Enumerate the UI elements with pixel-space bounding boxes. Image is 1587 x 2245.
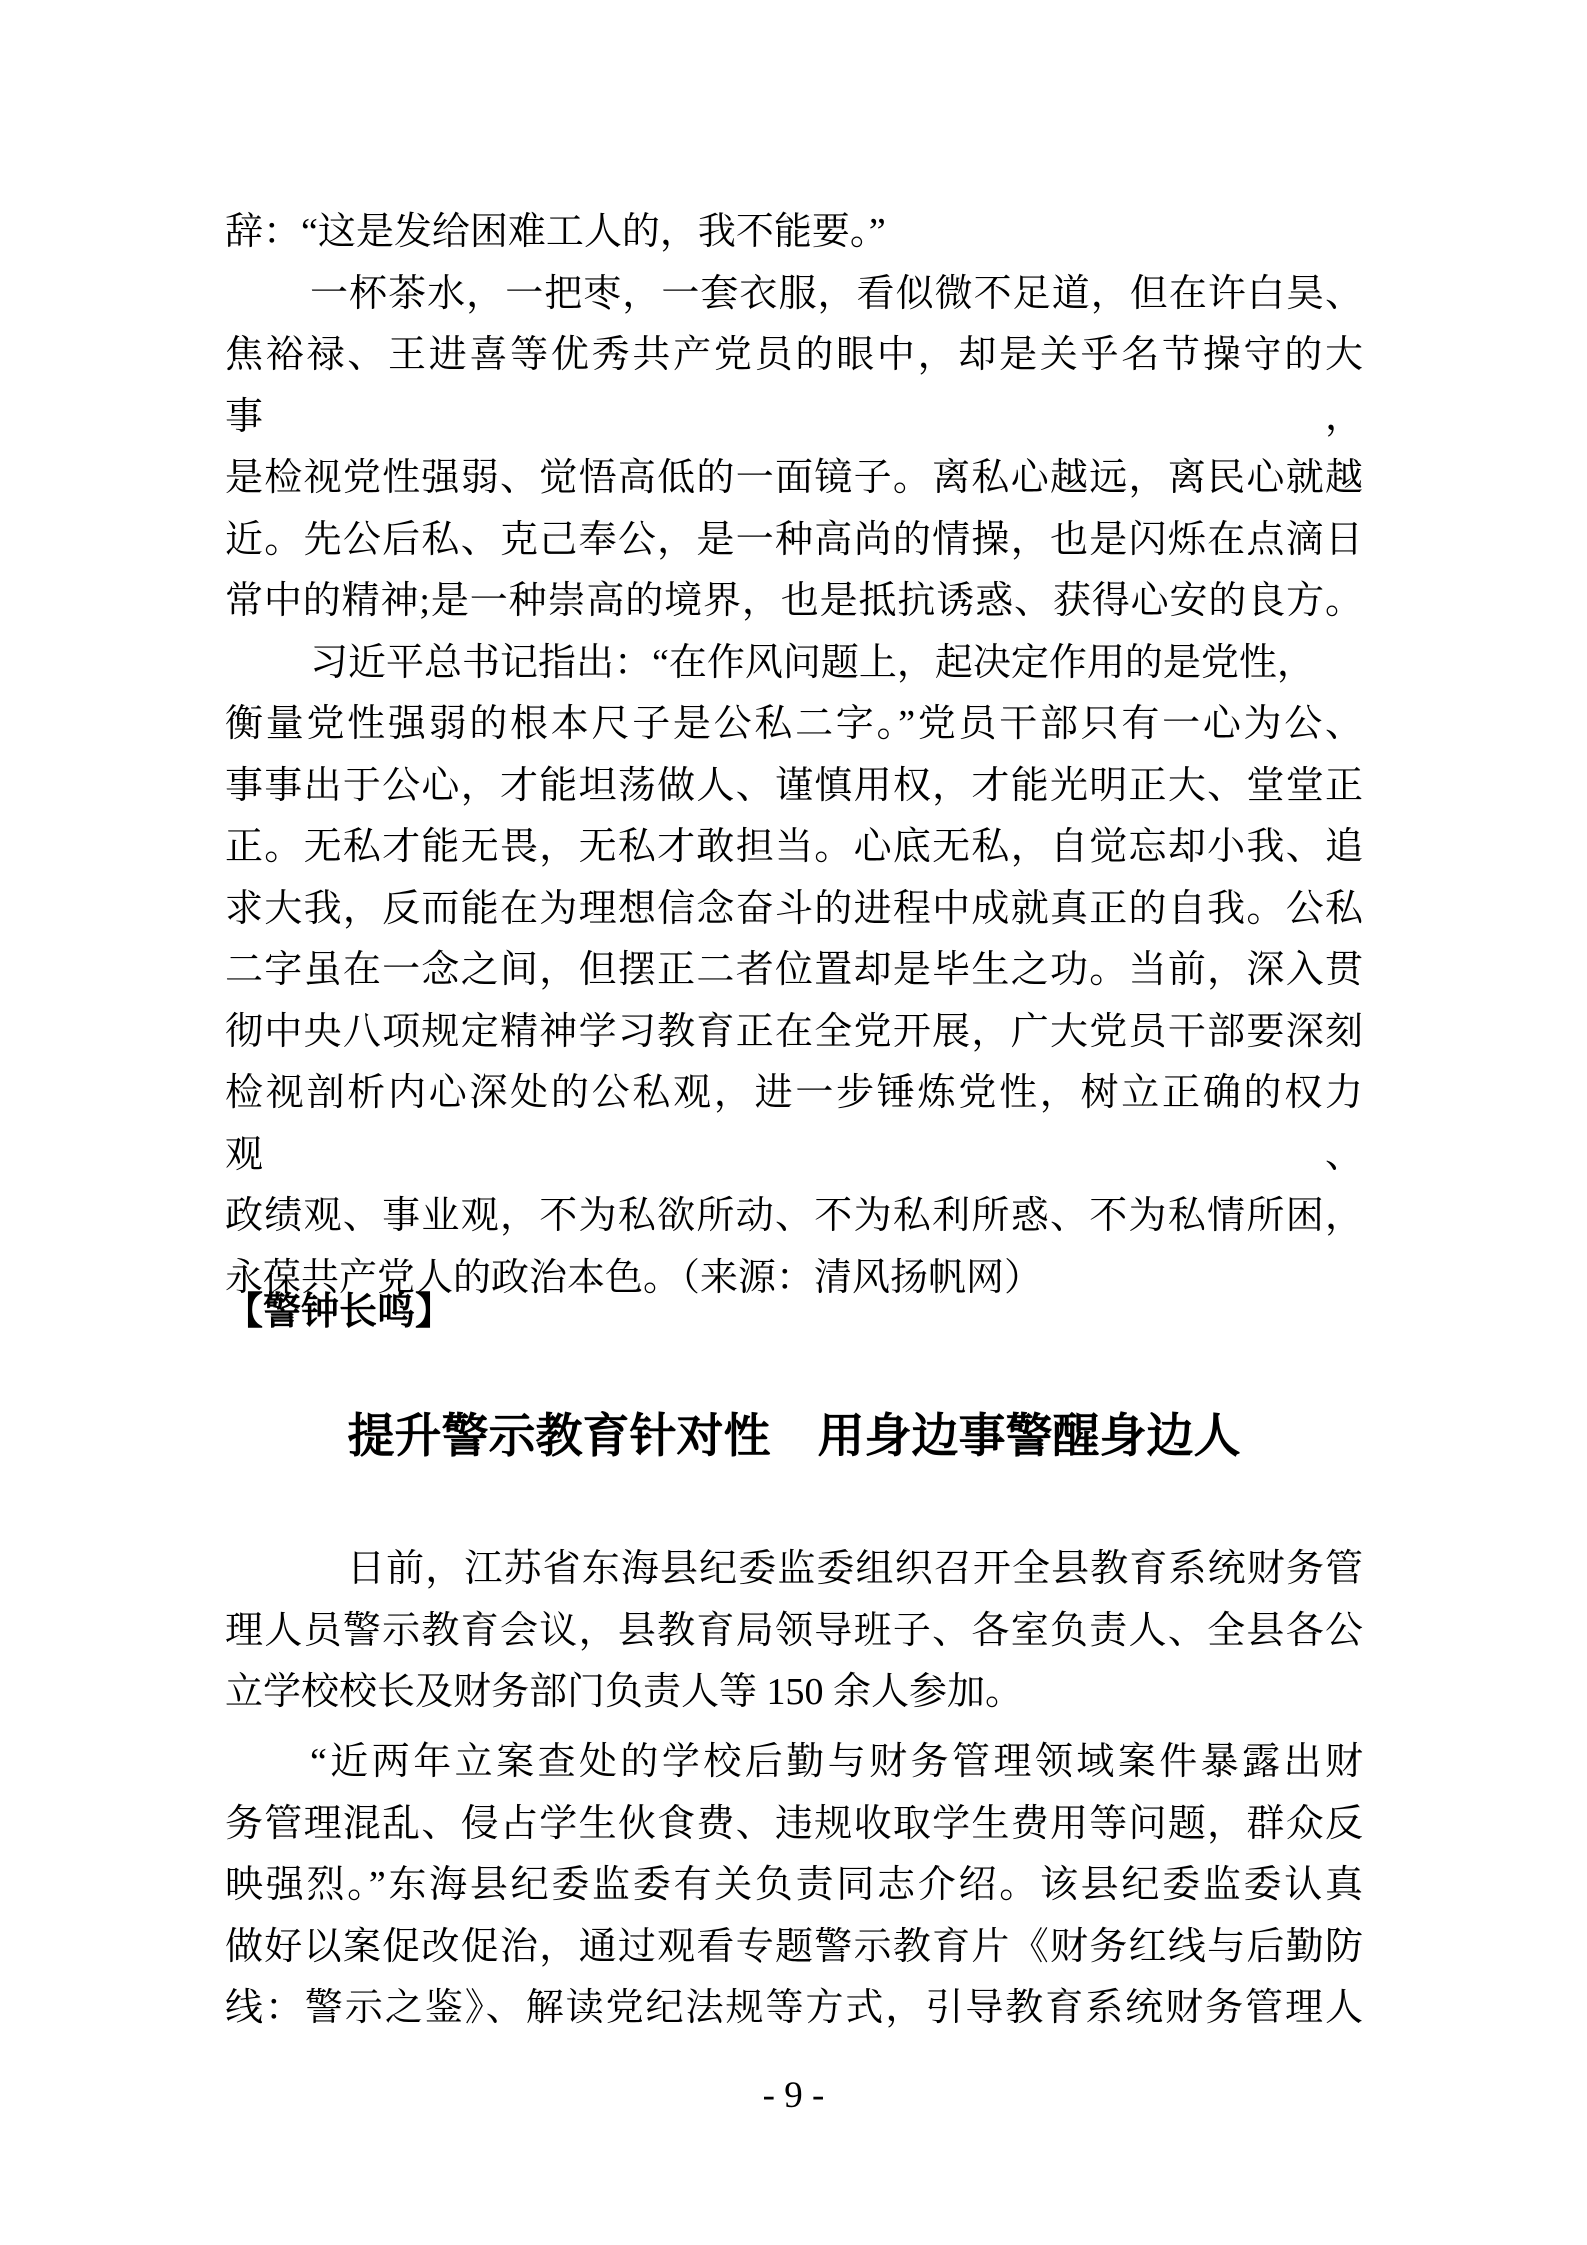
body-line: 常中的精神;是一种崇高的境界，也是抵抗诱惑、获得心安的良方。 [225, 580, 1363, 622]
section-label: 【警钟长鸣】 [225, 1291, 454, 1333]
body-line: 做好以案促改促治，通过观看专题警示教育片《财务红线与后勤防 [225, 1925, 1363, 1968]
body-line: 一杯茶水，一把枣，一套衣服，看似微不足道，但在许白昊、 [310, 272, 1363, 315]
body-line: 正。无私才能无畏，无私才敢担当。心底无私，自觉忘却小我、追 [225, 826, 1363, 868]
body-line: 是检视党性强弱、觉悟高低的一面镜子。离私心越远，离民心就越 [225, 457, 1363, 499]
body-line: 检视剖析内心深处的公私观，进一步锤炼党性，树立正确的权力观、 [225, 1072, 1363, 1176]
body-line: 永葆共产党人的政治本色。（来源：清风扬帆网） [225, 1256, 1043, 1299]
body-line: 二字虽在一念之间，但摆正二者位置却是毕生之功。当前，深入贯 [225, 949, 1363, 991]
section-header [225, 1282, 1363, 1344]
body-line: 映强烈。”东海县纪委监委有关负责同志介绍。该县纪委监委认真 [225, 1864, 1363, 1906]
body-line: 求大我，反而能在为理想信念奋斗的进程中成就真正的自我。公私 [225, 887, 1363, 930]
body-line: 立学校校长及财务部门负责人等 150 余人参加。 [225, 1671, 1024, 1713]
body-line: 事事出于公心，才能坦荡做人、谨慎用权，才能光明正大、堂堂正 [225, 764, 1363, 807]
article-headline: 提升警示教育针对性 用身边事警醒身边人 [347, 1411, 1241, 1463]
body-line: 辞：“这是发给困难工人的，我不能要。” [225, 211, 886, 253]
page-number: - 9 - [762, 2075, 825, 2116]
body-line: 焦裕禄、王进喜等优秀共产党员的眼中，却是关乎名节操守的大事， [225, 334, 1363, 438]
body-line: 线：警示之鉴》、解读党纪法规等方式，引导教育系统财务管理人 [225, 1987, 1363, 2029]
body-line: 习近平总书记指出：“在作风问题上，起决定作用的是党性， [310, 641, 1315, 684]
body-line: 近。先公后私、克己奉公，是一种高尚的情操，也是闪烁在点滴日 [225, 518, 1363, 561]
body-line: “近两年立案查处的学校后勤与财务管理领域案件暴露出财 [310, 1741, 1363, 1783]
article-paragraph [225, 1539, 1363, 1724]
body-line: 彻中央八项规定精神学习教育正在全党开展，广大党员干部要深刻 [225, 1010, 1363, 1053]
body-line: 务管理混乱、侵占学生伙食费、违规收取学生费用等问题，群众反 [225, 1802, 1363, 1845]
article-continuation-paragraphs [225, 202, 1363, 1309]
body-line: 政绩观、事业观，不为私欲所动、不为私利所惑、不为私情所困， [225, 1195, 1363, 1237]
body-line: 理人员警示教育会议，县教育局领导班子、各室负责人、全县各公 [225, 1609, 1363, 1652]
body-line: 日前，江苏省东海县纪委监委组织召开全县教育系统财务管 [347, 1548, 1363, 1590]
article-paragraph [225, 1732, 1363, 2040]
body-line: 衡量党性强弱的根本尺子是公私二字。”党员干部只有一心为公、 [225, 703, 1363, 745]
